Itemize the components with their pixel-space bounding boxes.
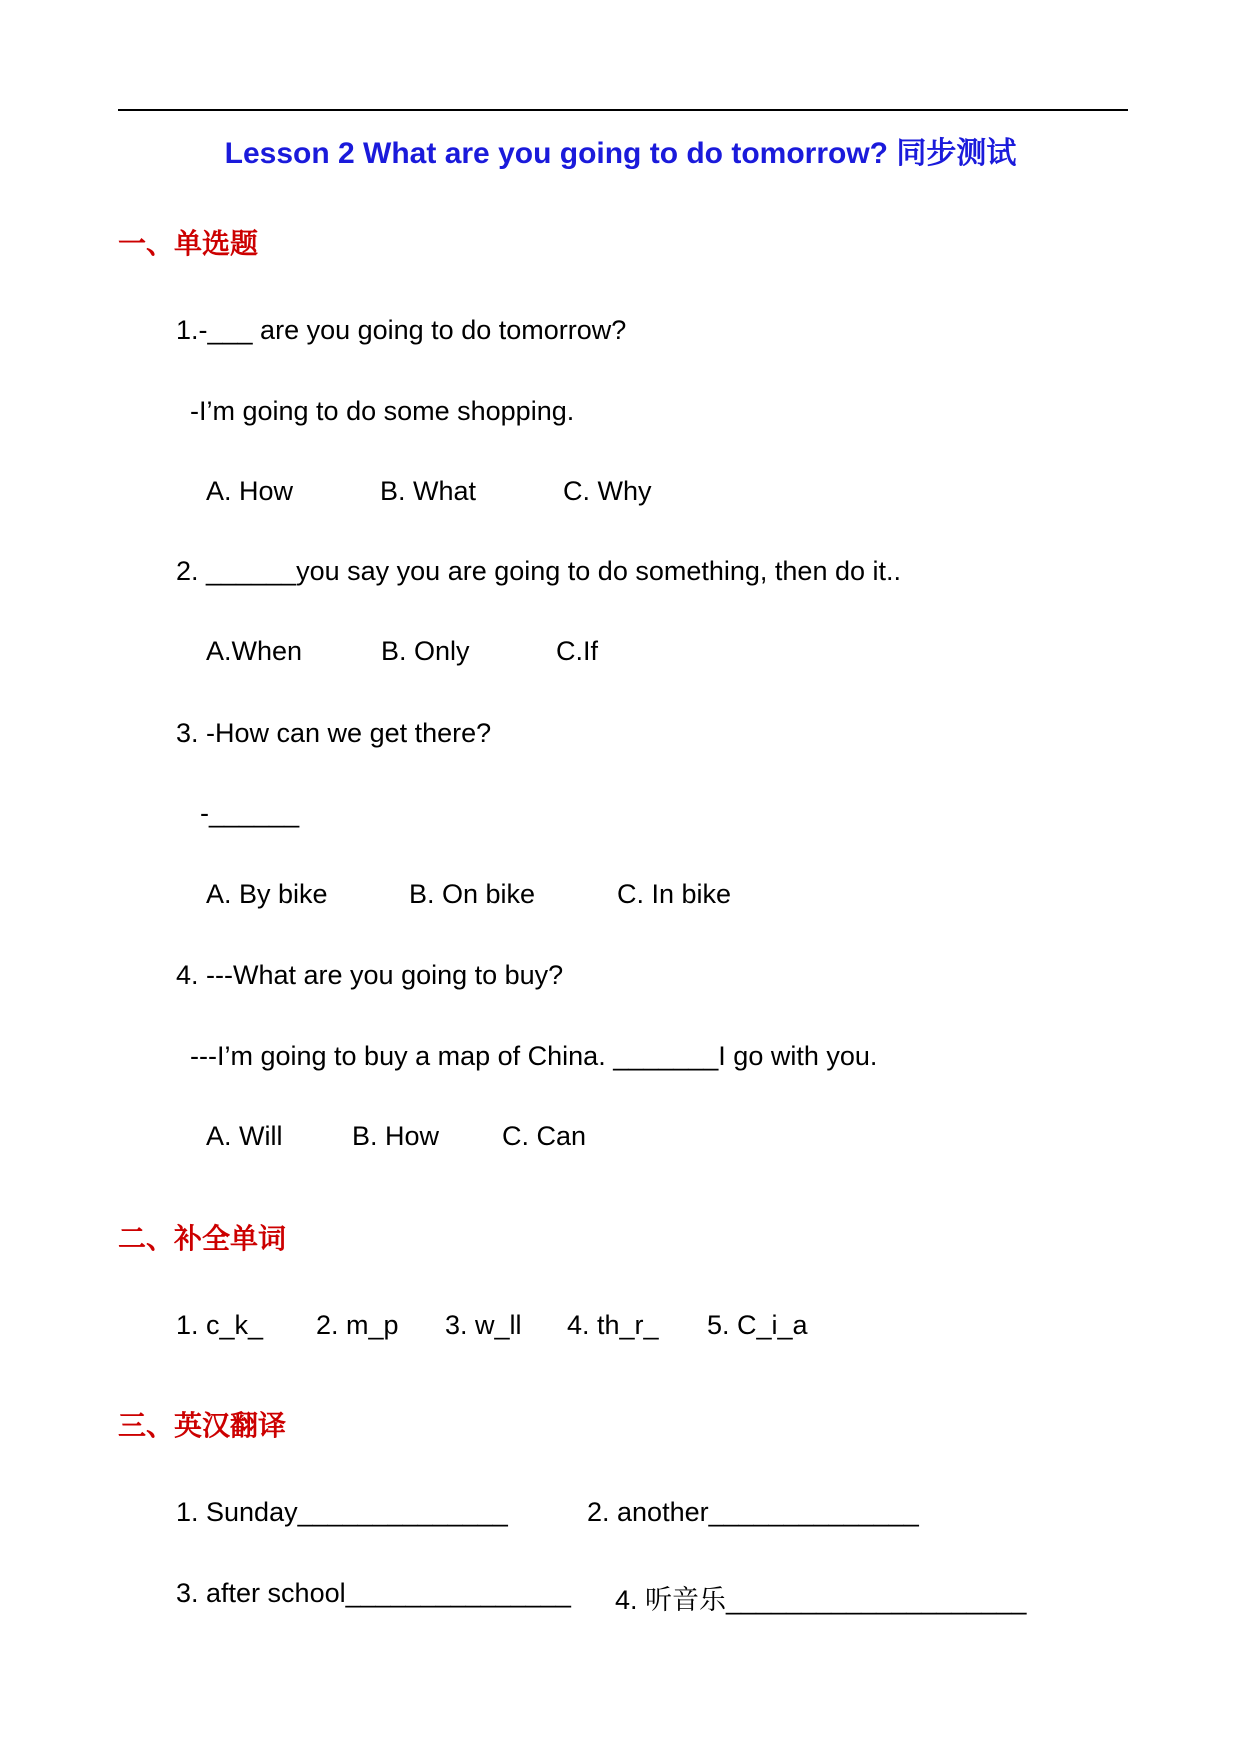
question-3-option-a: A. By bike [206, 879, 328, 909]
question-2-option-b: B. Only [381, 636, 470, 666]
question-2-option-a: A.When [206, 636, 303, 666]
question-2-stem: 2. ______you say you are going to do something, then do it.. [176, 556, 902, 586]
word-4: 4. th_r_ [567, 1310, 659, 1340]
translation-item-4: 4. 听音乐____________________ [615, 1585, 1027, 1615]
question-3-stem: 3. -How can we get there? [176, 718, 492, 748]
section-heading-complete-words: 二、补全单词 [118, 1222, 287, 1255]
question-4-option-c: C. Can [502, 1121, 587, 1151]
question-1-option-b: B. What [380, 476, 477, 506]
question-4-option-b: B. How [352, 1121, 440, 1151]
question-1-option-c: C. Why [563, 476, 652, 506]
word-3: 3. w_ll [445, 1310, 522, 1340]
section-heading-translation: 三、英汉翻译 [118, 1409, 287, 1442]
question-2-option-c: C.If [556, 636, 599, 666]
translation-item-2: 2. another______________ [587, 1497, 919, 1527]
question-3-answer-line: -______ [200, 798, 300, 828]
question-1-option-a: A. How [206, 476, 294, 506]
word-5: 5. C_i_a [707, 1310, 808, 1340]
question-3-option-b: B. On bike [409, 879, 536, 909]
question-4-answer-line: ---I’m going to buy a map of China. _______I go with you. [190, 1041, 878, 1071]
question-3-option-c: C. In bike [617, 879, 732, 909]
question-1-stem: 1.-___ are you going to do tomorrow? [176, 315, 627, 345]
header-rule [118, 109, 1128, 111]
translation-item-3: 3. after school_______________ [176, 1578, 571, 1608]
word-2: 2. m_p [316, 1310, 399, 1340]
question-4-stem: 4. ---What are you going to buy? [176, 960, 564, 990]
question-4-option-a: A. Will [206, 1121, 283, 1151]
word-1: 1. c_k_ [176, 1310, 264, 1340]
question-1-answer-line: -I’m going to do some shopping. [190, 396, 575, 426]
translation-item-1: 1. Sunday______________ [176, 1497, 508, 1527]
page-title: Lesson 2 What are you going to do tomorrow? 同步测试 [224, 137, 1017, 170]
section-heading-multiple-choice: 一、单选题 [118, 227, 259, 260]
